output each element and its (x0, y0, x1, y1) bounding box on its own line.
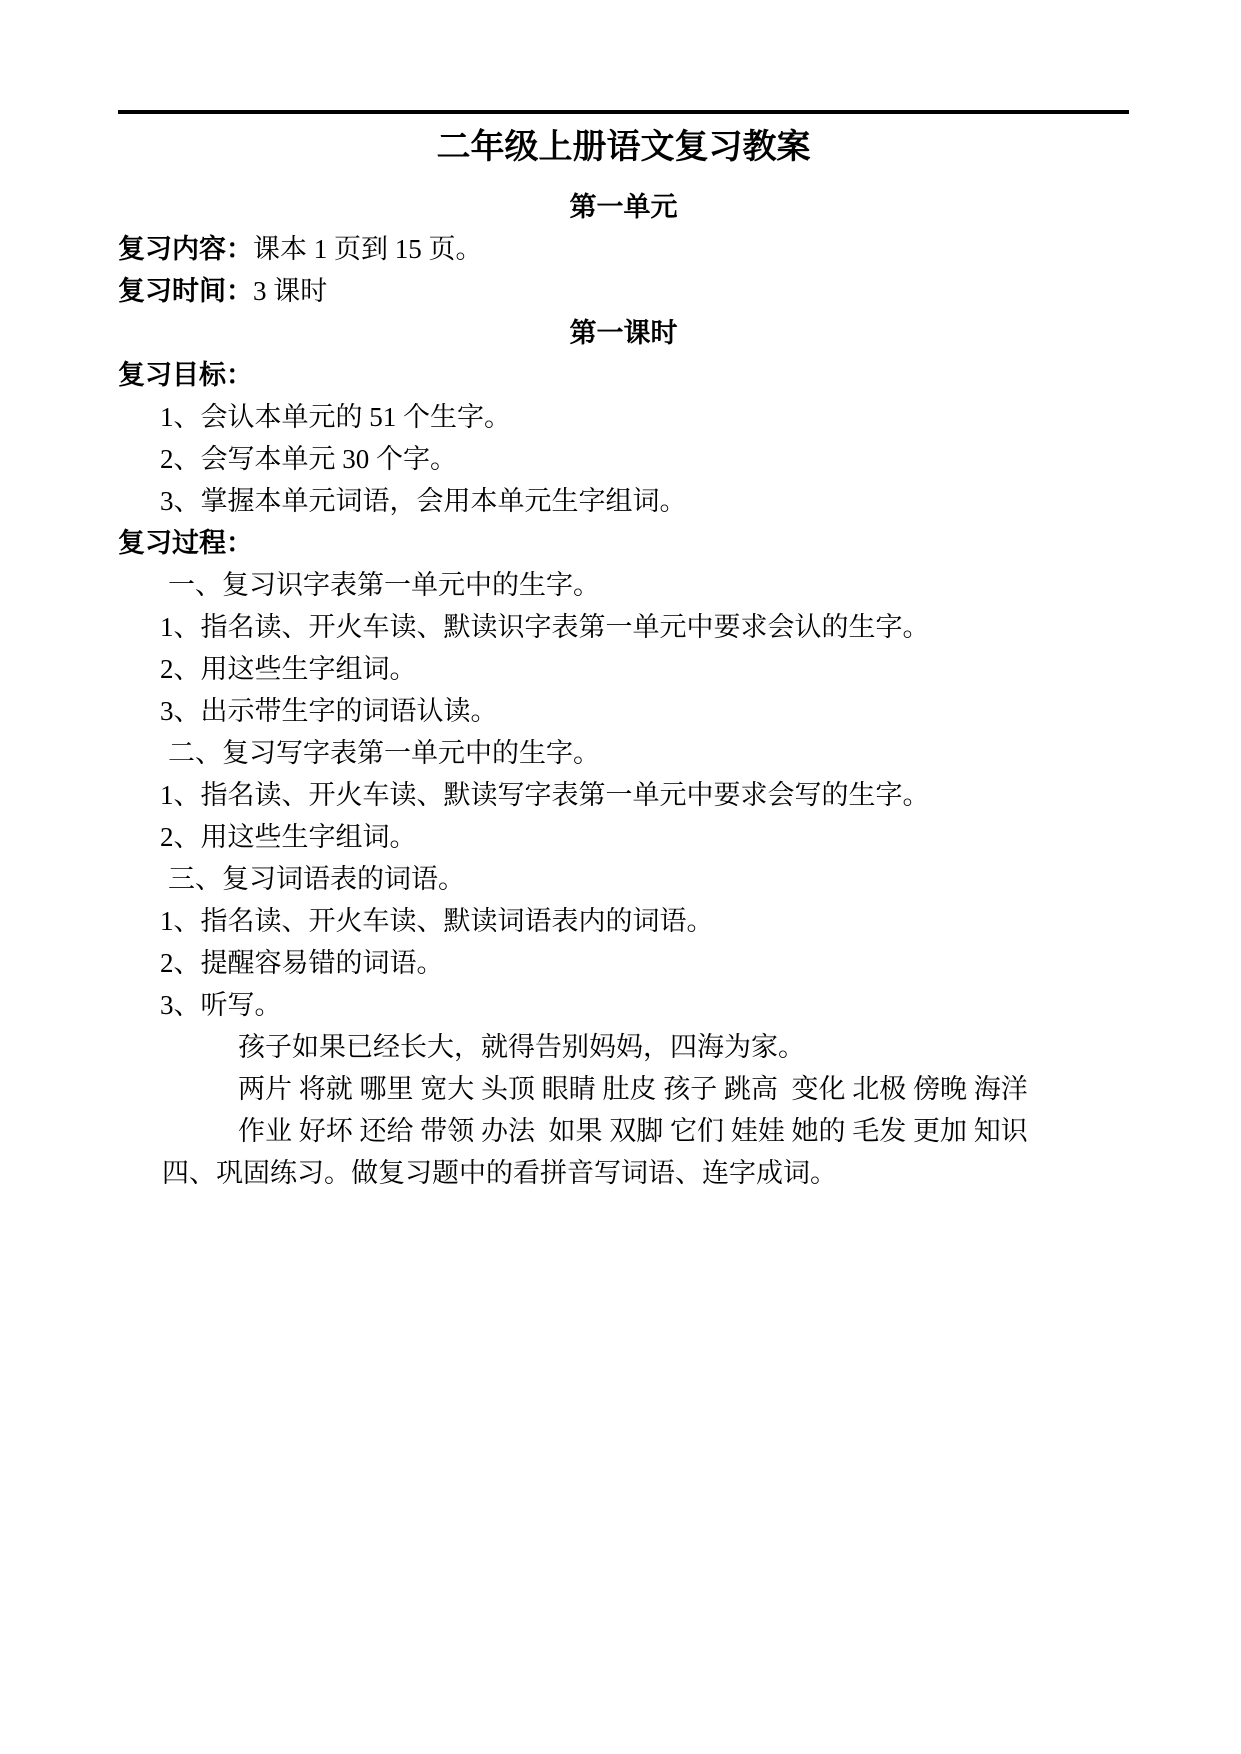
process-item-3-1: 1、指名读、开火车读、默读词语表内的词语。 (160, 906, 714, 936)
goal-item-3: 3、掌握本单元词语，会用本单元生字组词。 (160, 486, 687, 516)
process-item-2-1: 1、指名读、开火车读、默读写字表第一单元中要求会写的生字。 (160, 780, 930, 810)
document-content (118, 110, 1129, 1194)
goal-item-2: 2、会写本单元 30 个字。 (160, 444, 457, 474)
process-item-3-3: 3、听写。 (160, 990, 282, 1020)
review-content-label: 复习内容： (118, 234, 253, 264)
dictation-words-line-2: 作业 好坏 还给 带领 办法 如果 双脚 它们 娃娃 她的 毛发 更加 知识 (238, 1116, 1028, 1146)
unit-heading: 第一单元 (569, 192, 678, 222)
dictation-sentence: 孩子如果已经长大，就得告别妈妈，四海为家。 (238, 1032, 805, 1062)
process-item-1-3: 3、出示带生字的词语认读。 (160, 696, 498, 726)
review-content-value: 课本 1 页到 15 页。 (253, 234, 483, 264)
process-item-section-3: 三、复习词语表的词语。 (168, 864, 465, 894)
dictation-words-line-1: 两片 将就 哪里 宽大 头顶 眼睛 肚皮 孩子 跳高 变化 北极 傍晚 海洋 (238, 1074, 1028, 1104)
document-title: 二年级上册语文复习教案 (436, 129, 811, 166)
process-item-1-2: 2、用这些生字组词。 (160, 654, 417, 684)
process-item-section-2: 二、复习写字表第一单元中的生字。 (168, 738, 600, 768)
process-item-2-2: 2、用这些生字组词。 (160, 822, 417, 852)
review-content-line (118, 228, 1129, 270)
process-item-section-4: 四、巩固练习。做复习题中的看拼音写词语、连字成词。 (162, 1158, 837, 1188)
review-time-line (118, 270, 1129, 312)
process-item-3-2: 2、提醒容易错的词语。 (160, 948, 444, 978)
process-item-section-1: 一、复习识字表第一单元中的生字。 (168, 570, 600, 600)
header-rule (118, 110, 1129, 114)
review-time-value: 3 课时 (253, 276, 328, 306)
review-time-label: 复习时间： (118, 276, 253, 306)
process-item-1-1: 1、指名读、开火车读、默读识字表第一单元中要求会认的生字。 (160, 612, 930, 642)
goal-item-1: 1、会认本单元的 51 个生字。 (160, 402, 511, 432)
lesson-heading: 第一课时 (569, 318, 678, 348)
process-label: 复习过程： (118, 528, 253, 558)
goals-label: 复习目标： (118, 360, 253, 390)
